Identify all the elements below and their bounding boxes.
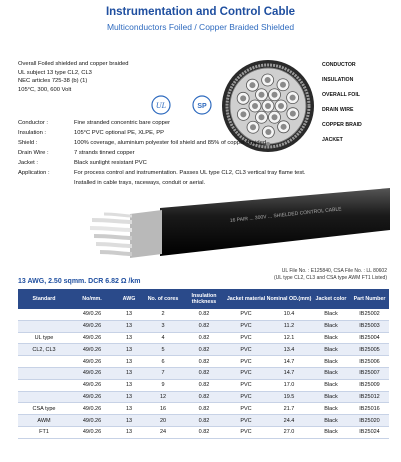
col-standard: Standard (18, 289, 70, 309)
table-cell-cores: 2 (144, 309, 182, 320)
table-cell-standard: AWM (18, 415, 70, 427)
table-cell-ins: 0.82 (182, 344, 226, 356)
table-cell-nomm: 49/0.26 (70, 367, 114, 379)
table-row (18, 391, 389, 403)
table-cell-ins: 0.82 (182, 391, 226, 403)
cable-wires (90, 214, 132, 254)
core-conductor (249, 82, 255, 88)
table-cell-awg: 13 (114, 415, 144, 427)
table-cell-jacket: PVC (226, 356, 266, 368)
table-cell-od: 14.7 (266, 356, 312, 368)
ul-logo (152, 96, 170, 114)
table-cell-nomm: 49/0.26 (70, 356, 114, 368)
table-cell-jacket: PVC (226, 426, 266, 438)
legend-overall-foil: OVERALL FOIL (322, 92, 360, 98)
table-cell-od: 10.4 (266, 309, 312, 320)
table-cell-ins: 0.82 (182, 320, 226, 332)
table-cell-nomm: 49/0.26 (70, 344, 114, 356)
table-cell-part: IB25003 (350, 320, 389, 332)
legend-insulation: INSULATION (322, 77, 354, 83)
table-cell-ins: 0.82 (182, 332, 226, 344)
table-header-row (18, 289, 389, 309)
table-cell-part: IB25020 (350, 415, 389, 427)
table-cell-nomm: 49/0.26 (70, 309, 114, 320)
table-cell-standard: UL type (18, 332, 70, 344)
table-cell-part: IB25016 (350, 403, 389, 415)
table-cell-od: 27.0 (266, 426, 312, 438)
core-conductor (290, 111, 296, 117)
col-nominal-od: Nominal OD.(mm) (266, 289, 312, 309)
table-cell-color: Black (312, 356, 350, 368)
table-cell-awg: 13 (114, 320, 144, 332)
table-cell-jacket: PVC (226, 320, 266, 332)
table-cell-cores: 24 (144, 426, 182, 438)
csa-logo (193, 96, 211, 114)
table-cell-awg: 13 (114, 356, 144, 368)
table-cell-part: IB25009 (350, 379, 389, 391)
legend-jacket: JACKET (322, 137, 343, 143)
cable-photo (90, 170, 390, 270)
table-cell-awg: 13 (114, 403, 144, 415)
table-cell-nomm: 49/0.26 (70, 391, 114, 403)
table-cell-nomm: 49/0.26 (70, 332, 114, 344)
property-row: Application : For process control and instrumentation. Passes UL type CL2, CL3 vertical tray flame test. (18, 170, 306, 176)
listing-note (274, 268, 387, 281)
core-conductor (290, 95, 296, 101)
listing-types: (UL type CL2, CL3 and CSA type AWM FT1 Listed) (273, 274, 387, 281)
table-cell-ins: 0.82 (182, 403, 226, 415)
table-cell-od: 13.4 (266, 344, 312, 356)
table-cell-standard (18, 320, 70, 332)
table-cell-od: 21.7 (266, 403, 312, 415)
table-cell-standard (18, 379, 70, 391)
table-cell-jacket: PVC (226, 367, 266, 379)
table-cell-awg: 13 (114, 332, 144, 344)
col-no-mm: No/mm. (70, 289, 114, 309)
table-cell-jacket: PVC (226, 309, 266, 320)
table-row (18, 415, 389, 427)
table-cell-awg: 13 (114, 379, 144, 391)
table-cell-ins: 0.82 (182, 426, 226, 438)
table-cell-awg: 13 (114, 367, 144, 379)
property-row: Jacket : Black sunlight resistant PVC (18, 160, 147, 166)
table-cell-standard: CSA type (18, 403, 70, 415)
table-cell-standard (18, 367, 70, 379)
certification-logos (150, 94, 220, 116)
table-cell-standard: CL2, CL3 (18, 344, 70, 356)
table-cell-od: 12.1 (266, 332, 312, 344)
table-cell-ins: 0.82 (182, 415, 226, 427)
table-cell-cores: 7 (144, 367, 182, 379)
col-part-number: Part Number (350, 289, 389, 309)
table-cell-ins: 0.82 (182, 379, 226, 391)
svg-text:SP: SP (197, 103, 207, 110)
table-cell-ins: 0.82 (182, 356, 226, 368)
table-cell-color: Black (312, 403, 350, 415)
table-cell-nomm: 49/0.26 (70, 415, 114, 427)
table-cell-od: 24.4 (266, 415, 312, 427)
core-conductor (280, 82, 286, 88)
table-cell-color: Black (312, 309, 350, 320)
table-cell-awg: 13 (114, 344, 144, 356)
table-cell-standard (18, 309, 70, 320)
table-row (18, 344, 389, 356)
listing-file-numbers: UL File No. : E125840, CSA File No. : LL 80602 (281, 268, 387, 274)
table-cell-part: IB25004 (350, 332, 389, 344)
core-conductor (278, 103, 284, 109)
cable-jacket-print: 16 PAIR ... 300V ... SHIELDED CONTROL CABLE (229, 206, 342, 224)
table-cell-color: Black (312, 426, 350, 438)
col-cores: No. of cores (144, 289, 182, 309)
awg-heading: 13 AWG, 2.50 sqmm. DCR 6.82 Ω /km (18, 278, 141, 285)
table-cell-cores: 6 (144, 356, 182, 368)
table-cell-cores: 9 (144, 379, 182, 391)
table-cell-awg: 13 (114, 391, 144, 403)
table-cell-cores: 12 (144, 391, 182, 403)
table-cell-od: 19.5 (266, 391, 312, 403)
table-row (18, 332, 389, 344)
table-cell-ins: 0.82 (182, 367, 226, 379)
table-row (18, 320, 389, 332)
legend-copper-braid: COPPER BRAID (322, 122, 362, 128)
table-cell-part: IB25024 (350, 426, 389, 438)
table-cell-part: IB25012 (350, 391, 389, 403)
spec-list (18, 60, 129, 94)
svg-text:UL: UL (155, 101, 167, 110)
table-cell-od: 17.0 (266, 379, 312, 391)
table-cell-cores: 4 (144, 332, 182, 344)
core-conductor (240, 95, 246, 101)
spec-item: 105°C, 300, 600 Volt (18, 86, 72, 93)
table-cell-standard: FT1 (18, 426, 70, 438)
col-awg: AWG (114, 289, 144, 309)
spec-item: UL subject 13 type CL2, CL3 (18, 69, 92, 76)
property-row: Drain Wire : 7 strands tinned copper (18, 150, 135, 156)
legend-conductor: CONDUCTOR (322, 62, 356, 68)
table-cell-cores: 3 (144, 320, 182, 332)
table-cell-nomm: 49/0.26 (70, 426, 114, 438)
table-cell-cores: 5 (144, 344, 182, 356)
table-cell-color: Black (312, 332, 350, 344)
legend-drain-wire: DRAIN WIRE (322, 107, 354, 113)
col-jacket-material: Jacket material (226, 289, 266, 309)
col-insulation: Insulation thickness (182, 289, 226, 309)
spec-item: Overall Foiled shielded and copper braided (18, 61, 129, 67)
table-row (18, 367, 389, 379)
table-row (18, 379, 389, 391)
table-cell-jacket: PVC (226, 415, 266, 427)
table-cell-jacket: PVC (226, 391, 266, 403)
page-title: Instrumentation and Control Cable (105, 6, 296, 18)
table-cell-color: Black (312, 367, 350, 379)
table-cell-od: 14.7 (266, 367, 312, 379)
table-cell-od: 11.2 (266, 320, 312, 332)
table-cell-standard (18, 356, 70, 368)
table-cell-color: Black (312, 320, 350, 332)
table-cell-ins: 0.82 (182, 309, 226, 320)
table-cell-nomm: 49/0.26 (70, 379, 114, 391)
core-conductor (265, 103, 271, 109)
table-cell-jacket: PVC (226, 332, 266, 344)
spec-item: NEC articles 725-38 (b) (1) (18, 78, 88, 85)
table-cell-color: Black (312, 379, 350, 391)
core-conductor (272, 92, 278, 98)
table-cell-part: IB25005 (350, 344, 389, 356)
page-subtitle: Multiconductors Foiled / Copper Braided Shielded (106, 22, 295, 32)
table-cell-color: Black (312, 415, 350, 427)
table-cell-awg: 13 (114, 309, 144, 320)
property-row: Conductor : Fine stranded concentric bare copper (18, 120, 171, 126)
cross-section-legend (322, 58, 362, 148)
table-row (18, 309, 389, 320)
property-row: Insulation : 105°C PVC optional PE, XLPE, PP (18, 130, 164, 136)
table-cell-part: IB25006 (350, 356, 389, 368)
col-jacket-color: Jacket color (312, 289, 350, 309)
core-conductor (240, 111, 246, 117)
property-row: Installed in cable trays, raceways, conduit or aerial. (74, 180, 206, 186)
table-cell-awg: 13 (114, 426, 144, 438)
table-row (18, 426, 389, 438)
table-cell-nomm: 49/0.26 (70, 320, 114, 332)
core-conductor (265, 77, 271, 83)
table-cell-cores: 20 (144, 415, 182, 427)
table-body (18, 309, 389, 438)
table-cell-part: IB25007 (350, 367, 389, 379)
property-row: Shield : 100% coverage, aluminium polyester foil shield and 85% of copper braided (18, 140, 267, 146)
table-cell-nomm: 49/0.26 (70, 403, 114, 415)
table-cell-standard (18, 391, 70, 403)
table-row (18, 356, 389, 368)
table-cell-jacket: PVC (226, 379, 266, 391)
table-cell-jacket: PVC (226, 344, 266, 356)
table-cell-color: Black (312, 391, 350, 403)
table-cell-jacket: PVC (226, 403, 266, 415)
table-row (18, 403, 389, 415)
core-conductor (259, 92, 265, 98)
core-conductor (252, 103, 258, 109)
spec-table (18, 289, 389, 439)
table-cell-part: IB25002 (350, 309, 389, 320)
table-cell-color: Black (312, 344, 350, 356)
table-cell-cores: 16 (144, 403, 182, 415)
